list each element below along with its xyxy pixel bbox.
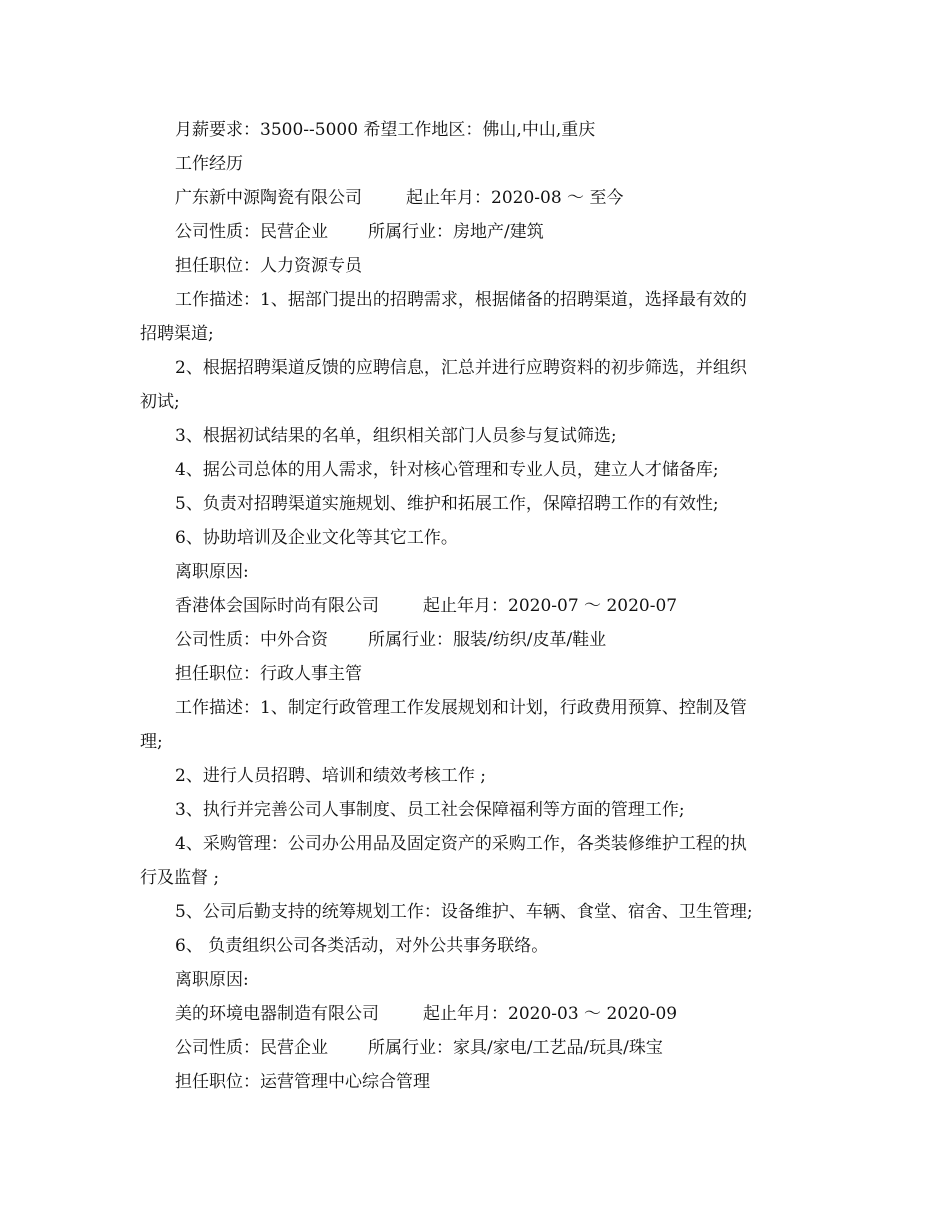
job-1-leave-reason: 离职原因: bbox=[175, 562, 249, 582]
job-1-position-line: 担任职位：人力资源专员 bbox=[175, 256, 362, 276]
job-1-description-line: 工作描述：1、据部门提出的招聘需求，根据储备的招聘渠道，选择最有效的 bbox=[175, 290, 747, 310]
industry: 所属行业：房地产/建筑 bbox=[368, 222, 544, 242]
industry: 所属行业：服装/纺织/皮革/鞋业 bbox=[368, 630, 607, 650]
job-1-company-line bbox=[140, 181, 812, 215]
job-1-description-line: 2、根据招聘渠道反馈的应聘信息，汇总并进行应聘资料的初步筛选，并组织 bbox=[175, 358, 747, 378]
industry: 所属行业：家具/家电/工艺品/玩具/珠宝 bbox=[368, 1038, 663, 1058]
salary-and-location-line bbox=[140, 113, 812, 147]
company-nature: 公司性质：中外合资 bbox=[175, 630, 328, 650]
job-1-description-line: 4、据公司总体的用人需求，针对核心管理和专业人员，建立人才储备库; bbox=[175, 460, 719, 480]
job-2-company-line bbox=[140, 589, 812, 623]
job-2-description-line: 2、进行人员招聘、培训和绩效考核工作 ; bbox=[175, 766, 486, 786]
job-2-description-line: 4、采购管理：公司办公用品及固定资产的采购工作，各类装修维护工程的执 bbox=[175, 834, 747, 854]
section-heading-work-experience: 工作经历 bbox=[175, 154, 243, 174]
text: 月薪要求：3500--5000 希望工作地区：佛山,中山,重庆 bbox=[175, 120, 596, 140]
job-3-company-line bbox=[140, 997, 812, 1031]
job-1-description-line: 3、根据初试结果的名单，组织相关部门人员参与复试筛选; bbox=[175, 426, 617, 446]
job-2-description-line: 3、执行并完善公司人事制度、员工社会保障福利等方面的管理工作; bbox=[175, 800, 685, 820]
date-range: 起止年月：2020-08 ～ 至今 bbox=[406, 188, 624, 208]
job-1-nature-line bbox=[140, 215, 812, 249]
company-name: 广东新中源陶瓷有限公司 bbox=[175, 188, 362, 208]
job-2-leave-reason: 离职原因: bbox=[175, 970, 249, 990]
job-1-description-line: 初试; bbox=[140, 392, 180, 412]
job-1-description-line: 6、协助培训及企业文化等其它工作。 bbox=[175, 528, 458, 548]
job-2-description-line: 行及监督 ; bbox=[140, 868, 220, 888]
job-2-description-line: 5、公司后勤支持的统筹规划工作：设备维护、车辆、食堂、宿舍、卫生管理; bbox=[175, 902, 753, 922]
company-nature: 公司性质：民营企业 bbox=[175, 222, 328, 242]
job-1-description-line: 5、负责对招聘渠道实施规划、维护和拓展工作，保障招聘工作的有效性; bbox=[175, 494, 719, 514]
job-2-position-line: 担任职位：行政人事主管 bbox=[175, 664, 362, 684]
job-2-description-line: 工作描述：1、制定行政管理工作发展规划和计划，行政费用预算、控制及管 bbox=[175, 698, 747, 718]
job-3-position-line: 担任职位：运营管理中心综合管理 bbox=[175, 1072, 430, 1092]
company-name: 美的环境电器制造有限公司 bbox=[175, 1004, 379, 1024]
company-nature: 公司性质：民营企业 bbox=[175, 1038, 328, 1058]
job-3-nature-line bbox=[140, 1031, 812, 1065]
job-1-description-line: 招聘渠道; bbox=[140, 324, 214, 344]
job-2-description-line: 理; bbox=[140, 732, 163, 752]
company-name: 香港体会国际时尚有限公司 bbox=[175, 596, 379, 616]
job-2-nature-line bbox=[140, 623, 812, 657]
job-2-description-line: 6、 负责组织公司各类活动，对外公共事务联络。 bbox=[175, 936, 549, 956]
date-range: 起止年月：2020-07 ～ 2020-07 bbox=[423, 596, 678, 616]
document-body bbox=[140, 113, 812, 1099]
date-range: 起止年月：2020-03 ～ 2020-09 bbox=[423, 1004, 678, 1024]
